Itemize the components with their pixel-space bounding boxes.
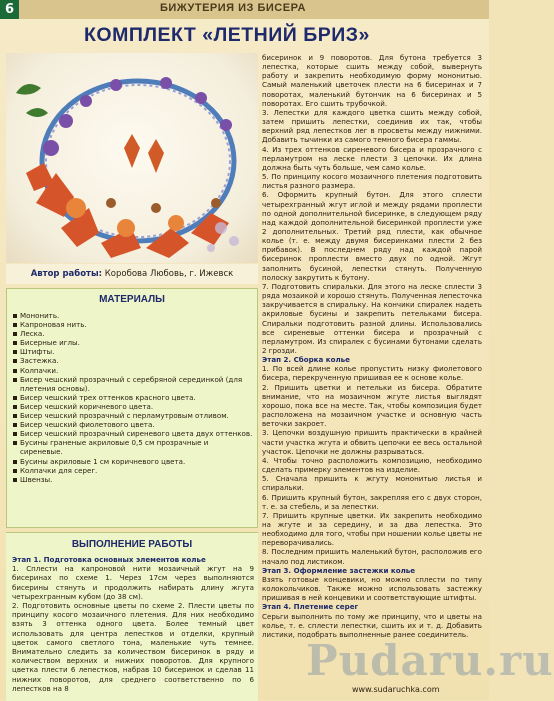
watermark: Pudaru.ru bbox=[306, 636, 554, 685]
list-item: Капроновая нить. bbox=[13, 320, 253, 329]
paragraph: 7. Подготовить спиральки. Для этого на леске сплести 3 ряда мозаикой и хорошо стянуть. Полученная лепесточка закручивается в спиральку. На кончики спиралек надеть акриловые бусины и закрепить петельками бисера. Спиральки подготовить разной длины. Использовались все сиреневые оттенки бисера и прозрачный с перламутром. Из спиралек с бусинами бутонами сделать 2 грозди. bbox=[262, 281, 482, 355]
list-item: Бисерные иглы. bbox=[13, 338, 253, 347]
section-title: БИЖУТЕРИЯ ИЗ БИСЕРА bbox=[160, 2, 306, 14]
paragraph: 2. Пришить цветки и петельки из бисера. Обратите внимание, что на мозаичном жгуте листья выглядят хорошо, пока все на месте. Так, чтобы композиция будет расположена на мозаичном участке и основную часть веточки закроет. bbox=[262, 382, 482, 429]
list-item: Бисер чешский прозрачный с серебряной серединкой (для плетения основы). bbox=[13, 375, 253, 393]
paragraph: Серьги выполнить по тому же принципу, что и цветы на колье, т. е. сплести лепестки, сшить их и т. д. Добавить листики, подобрать выполненные ранее соединитель. bbox=[262, 611, 482, 639]
header-bar bbox=[0, 0, 489, 19]
site-url: www.sudaruchka.com bbox=[352, 685, 440, 694]
list-item: Бусины акриловые 1 см коричневого цвета. bbox=[13, 457, 253, 466]
article-title: КОМПЛЕКТ «ЛЕТНИЙ БРИЗ» bbox=[84, 24, 370, 46]
paragraph: 4. Из трех оттенков сиреневого бисера и прозрачного с перламутром на леске плести 3 цепочки. Их длина должна быть чуть больше, чем само колье. bbox=[262, 144, 482, 172]
instructions-body bbox=[12, 555, 254, 693]
list-item: Бисер чешский коричневого цвета. bbox=[13, 402, 253, 411]
list-item: Штифты. bbox=[13, 347, 253, 356]
stage-heading: Этап 4. Плетение серег bbox=[262, 602, 359, 612]
paragraph: 5. По принципу косого мозаичного плетения подготовить листья разного размера. bbox=[262, 172, 482, 191]
instructions-box bbox=[6, 532, 258, 701]
author-name: Коробова Любовь, г. Ижевск bbox=[104, 269, 234, 279]
paragraph: 1. Сплести на капроновой нити мозаичный жгут на 9 бисеринах по схеме 1. Через 17см через выполняются бисерины стянуть и продолжить набирать длину жгута четырехгранным кубом (до 38 см). bbox=[12, 564, 254, 601]
stage-heading: Этап 1. Подготовка основных элементов колье bbox=[12, 555, 206, 564]
stage-heading: Этап 2. Сборка колье bbox=[262, 355, 350, 365]
author-caption bbox=[6, 264, 258, 284]
list-item: Мононить. bbox=[13, 311, 253, 320]
materials-heading: МАТЕРИАЛЫ bbox=[99, 294, 165, 305]
list-item: Бисер чешский фиолетового цвета. bbox=[13, 420, 253, 429]
list-item: Бисер чешский трех оттенков красного цвета. bbox=[13, 393, 253, 402]
list-item: Колпачки. bbox=[13, 366, 253, 375]
paragraph: 1. По всей длине колье пропустить низку фиолетового бисера, перекрученную пришивая ее к основе колье. bbox=[262, 364, 482, 383]
instructions-heading: ВЫПОЛНЕНИЕ РАБОТЫ bbox=[71, 539, 193, 550]
paragraph: 3. Цепочки воздушную пришить практически в крайней части участка жгута и обвить цепочки ее весь остальной участок. Цепочки не должны разрываться. bbox=[262, 428, 482, 456]
author-label: Автор работы: bbox=[30, 269, 103, 279]
materials-box bbox=[6, 288, 258, 528]
paragraph: 2. Подготовить основные цветы по схеме 2. Плести цветы по принципу косого мозаичного плетения. Для них необходимо взять 3 оттенка одного цвета. Более темный цвет использовать для центра лепестков и отделки, крупный цветок самого светлого тона, маленькие чуть темнее. Внимательно следить за количеством бисеринок в ряду и количеством верхних и нижних поворотов. Для крупного цветка плести 6 лепестков, набрав 10 бисеринок и сделав 11 нижних поворотов, для среднего соответственно по 6 лепестков на 8 bbox=[12, 601, 254, 693]
paragraph: 7. Пришить крупные цветки. Их закрепить необходимо на жгуте и за середину, и за два лепестка. Это необходимо для того, чтобы при ношении колье цветы не переворачивались. bbox=[262, 510, 482, 548]
stage-heading: Этап 3. Оформление застежки колье bbox=[262, 565, 416, 575]
paragraph: 4. Чтобы точно расположить композицию, необходимо сделать примерку элементов на изделие. bbox=[262, 455, 482, 475]
paragraph: 6. Пришить крупный бутон, закрепляя его с двух сторон, т. е. за стебель, и за лепестки. bbox=[262, 492, 482, 511]
paragraph: 5. Сначала пришить к жгуту мононитью листья и спиральки. bbox=[262, 474, 482, 493]
paragraph: 6. Оформить крупный бутон. Для этого сплести четырехгранный жгут иглой и между рядами проплести по одной дополнительной бисеринке, в следующем ряду над каждой дополнительной бисеринкой проплести уже 2 дополнительных. Третий ряд плести, как обычное колье (т. е. между двумя бисеринками плести 2 без прибавок). В последнем ряду над каждой парой бисеринок проплести вместо двух по одной. Жгут заполнить бусиной, лепестки стянуть. Полученную полоску закрутить к бутону. bbox=[262, 190, 482, 282]
right-column bbox=[262, 53, 482, 700]
list-item: Колпачки для серег. bbox=[13, 466, 253, 475]
page-number: 6 bbox=[0, 0, 19, 19]
list-item: Бисер чешский прозрачный сиреневого цвета двух оттенков. bbox=[13, 429, 253, 438]
list-item: Швензы. bbox=[13, 475, 253, 484]
list-item: Леска. bbox=[13, 329, 253, 338]
paragraph: 8. Последним пришить маленький бутон, расположив его начало под листиком. bbox=[262, 547, 482, 566]
paragraph: Взять готовые концевики, но можно сплести по типу колокольчиков. Также можно использовать застежку пришивая в ней концевики и соответствующие штифты. bbox=[262, 574, 482, 603]
list-item: Бисер чешский прозрачный с перламутровым отливом. bbox=[13, 411, 253, 420]
paragraph: бисеринок и 9 поворотов. Для бутона требуется 3 лепестка, которые сшить между собой, вывернуть работу и закрепить необходимую форму мононитью. Самый маленький цветочек плести на 6 бисеринах и 7 поворотах, маленький бутончик на 6 бисеринах и 5 поворотах. Его сшить трубочкой. bbox=[262, 53, 482, 108]
materials-list bbox=[13, 311, 253, 484]
list-item: Застежка. bbox=[13, 356, 253, 365]
jewelry-photo bbox=[6, 53, 258, 263]
necklace-image bbox=[6, 53, 258, 263]
paragraph: 3. Лепестки для каждого цветка сшить между собой, затем пришить лепестки, соединив их так, чтобы верхний ряд лепестков лег в просветы между нижними. Добавить тычинки из самого темного бисера гаммы. bbox=[262, 107, 482, 145]
list-item: Бусины граненые акриловые 0,5 см прозрачные и сиреневые. bbox=[13, 438, 253, 456]
